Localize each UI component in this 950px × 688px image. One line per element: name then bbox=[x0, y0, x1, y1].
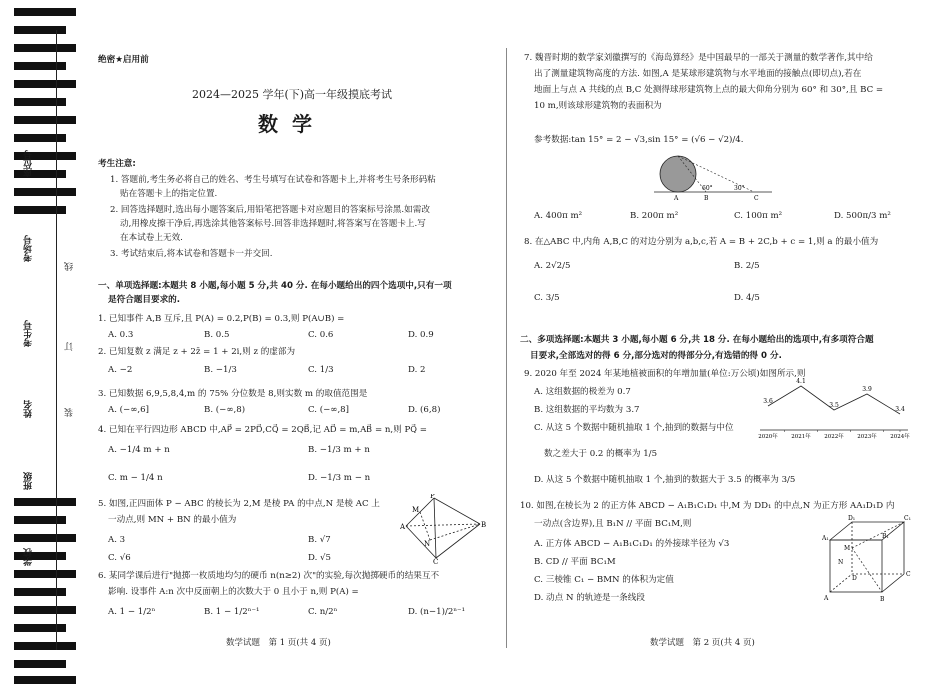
q2-option-c: C. 1/3 bbox=[308, 365, 334, 375]
q8-option-d: D. 4/5 bbox=[734, 293, 760, 303]
svg-text:M: M bbox=[844, 545, 851, 552]
q10-stem-a: 10. 如图,在棱长为 2 的正方体 ABCD − A₁B₁C₁D₁ 中,M 为 DD₁ 的中点,N 为正方形 AA₁D₁D 内 bbox=[520, 501, 895, 511]
x-tick-label: 2021年 bbox=[791, 434, 811, 440]
svg-text:B: B bbox=[481, 521, 486, 529]
footer-right: 数学试题 第 2 页(共 4 页) bbox=[650, 638, 755, 648]
binding-stripe bbox=[14, 26, 66, 34]
q3-option-a: A. (−∞,6] bbox=[108, 405, 149, 415]
binding-stripe bbox=[14, 588, 66, 596]
data-label: 3.9 bbox=[862, 386, 872, 393]
section1-title-b: 是符合题目要求的. bbox=[108, 295, 181, 305]
binding-stripe bbox=[14, 188, 76, 196]
q4-option-a: A. −1/4 m + n bbox=[108, 445, 170, 455]
series-line bbox=[768, 386, 900, 414]
svg-text:C₁: C₁ bbox=[904, 515, 911, 522]
tetrahedron-figure bbox=[400, 494, 486, 564]
binding-stripe bbox=[14, 660, 66, 668]
q10-option-a: A. 正方体 ABCD − A₁B₁C₁D₁ 的外接球半径为 √3 bbox=[534, 539, 730, 549]
school-label: 学校 bbox=[24, 548, 34, 566]
q1-option-d: D. 0.9 bbox=[408, 330, 434, 340]
binding-stripe bbox=[14, 80, 76, 88]
q7-stem-c: 地面上与点 A 共线的点 B,C 处测得球形建筑物上点的最大仰角分别为 60° 和 30°,且 BC = bbox=[534, 85, 884, 95]
secret-mark: 绝密★启用前 bbox=[98, 55, 149, 65]
q7-stem-a: 7. 魏晋时期的数学家刘徽撰写的《海岛算经》是中国最早的一部关于测量的数学著作,其中给 bbox=[524, 53, 873, 63]
subject-title: 数学 bbox=[258, 112, 326, 136]
section1-title-a: 一、单项选择题:本题共 8 小题,每小题 5 分,共 40 分. 在每小题给出的四个选项中,只有一项 bbox=[98, 281, 452, 291]
svg-text:M: M bbox=[412, 506, 420, 514]
q5-stem-b: 一动点,则 MN + BN 的最小值为 bbox=[108, 515, 237, 525]
q7-stem-d: 10 m,则该球形建筑物的表面积为 bbox=[534, 101, 662, 111]
svg-text:N: N bbox=[838, 559, 844, 566]
q6-option-b: B. 1 − 1/2ⁿ⁻¹ bbox=[204, 607, 260, 617]
line-word: 线 bbox=[65, 262, 75, 271]
svg-text:C: C bbox=[754, 195, 759, 200]
q9-line-chart bbox=[754, 374, 914, 440]
q7-reference: 参考数据:tan 15° = 2 − √3,sin 15° = (√6 − √2)/4. bbox=[534, 135, 744, 145]
svg-text:B: B bbox=[704, 195, 709, 200]
q2-option-a: A. −2 bbox=[108, 365, 133, 375]
x-tick-label: 2023年 bbox=[857, 434, 877, 440]
q3-option-c: C. (−∞,8] bbox=[308, 405, 349, 415]
svg-text:C: C bbox=[906, 571, 911, 578]
svg-text:C: C bbox=[433, 558, 439, 564]
q2-option-d: D. 2 bbox=[408, 365, 426, 375]
q10-option-d: D. 动点 N 的轨迹是一条线段 bbox=[534, 593, 645, 603]
x-tick-label: 2024年 bbox=[890, 434, 910, 440]
note-1a: 1. 答题前,考生务必将自己的姓名、考生号填写在试卷和答题卡上,并将考生号条形码粘 bbox=[110, 175, 436, 185]
svg-text:60°: 60° bbox=[702, 185, 713, 192]
notes-title: 考生注意: bbox=[98, 159, 136, 169]
q6-option-a: A. 1 − 1/2ⁿ bbox=[108, 607, 156, 617]
order-word: 订 bbox=[65, 342, 75, 351]
q2-option-b: B. −1/3 bbox=[204, 365, 237, 375]
q2-stem: 2. 已知复数 z 满足 z + 2z̄ = 1 + 2i,则 z 的虚部为 bbox=[98, 347, 296, 357]
exam-title: 2024—2025 学年(下)高一年级摸底考试 bbox=[191, 88, 393, 101]
svg-text:A: A bbox=[400, 523, 406, 531]
svg-text:B: B bbox=[880, 596, 885, 603]
q7-option-c: C. 100π m² bbox=[734, 211, 783, 221]
note-2b: 动,用橡皮擦干净后,再选涂其他答案标号.回答非选择题时,将答案写在答题卡上.写 bbox=[120, 219, 426, 229]
q4-option-b: B. −1/3 m + n bbox=[308, 445, 370, 455]
svg-text:P: P bbox=[430, 494, 435, 500]
q1-option-a: A. 0.3 bbox=[108, 330, 134, 340]
note-2a: 2. 回答选择题时,选出每小题答案后,用铅笔把答题卡对应题目的答案标号涂黑.如需改 bbox=[110, 205, 430, 215]
svg-text:A: A bbox=[824, 595, 829, 602]
binding-stripe bbox=[14, 44, 76, 52]
q10-stem-b: 一动点(含边界),且 B₁N // 平面 BC₁M,则 bbox=[534, 519, 692, 529]
binding-stripe bbox=[14, 98, 66, 106]
q7-option-d: D. 500π/3 m² bbox=[834, 211, 891, 221]
cube-figure bbox=[822, 514, 914, 604]
q1-option-c: C. 0.6 bbox=[308, 330, 334, 340]
q8-stem: 8. 在△ABC 中,内角 A,B,C 的对边分别为 a,b,c,若 A = B + 2C,b + c = 1,则 a 的最小值为 bbox=[524, 237, 879, 247]
q7-option-b: B. 200π m² bbox=[630, 211, 679, 221]
q10-option-b: B. CD // 平面 BC₁M bbox=[534, 557, 616, 567]
q5-stem-a: 5. 如图,正四面体 P − ABC 的棱长为 2,M 是棱 PA 的中点,N 是棱 AC 上 bbox=[98, 499, 380, 509]
binding-stripe bbox=[14, 498, 76, 506]
q5-option-d: D. √5 bbox=[308, 553, 331, 563]
binding-stripe bbox=[14, 534, 76, 542]
q5-option-a: A. 3 bbox=[108, 535, 126, 545]
binding-stripe bbox=[14, 134, 66, 142]
q9-option-d: D. 从这 5 个数据中随机抽取 1 个,抽到的数据大于 3.5 的概率为 3/5 bbox=[534, 475, 796, 485]
seat-label: 座位号 bbox=[24, 150, 34, 177]
q9-option-c-2: 数之差大于 0.2 的概率为 1/5 bbox=[544, 449, 658, 459]
q3-stem: 3. 已知数据 6,9,5,8,4,m 的 75% 分位数是 8,则实数 m 的取值范围是 bbox=[98, 389, 368, 399]
x-tick-label: 2020年 bbox=[758, 434, 778, 440]
section2-title-b: 目要求,全部选对的得 6 分,部分选对的得部分分,有选错的得 0 分. bbox=[530, 351, 782, 361]
q6-stem-b: 影响. 设事件 A:n 次中反面朝上的次数大于 0 且小于 n,则 P(A) = bbox=[108, 587, 359, 597]
svg-text:A₁: A₁ bbox=[822, 535, 829, 542]
page-divider bbox=[506, 48, 507, 648]
sphere-figure bbox=[654, 150, 774, 200]
svg-text:A: A bbox=[674, 195, 679, 200]
class-label: 班级 bbox=[24, 472, 34, 490]
q6-stem-a: 6. 某同学课后进行"抛掷一枚质地均匀的硬币 n(n≥2) 次"的实验,每次抛掷硬币的结果互不 bbox=[98, 571, 440, 581]
data-label: 3.6 bbox=[763, 398, 773, 405]
q4-option-d: D. −1/3 m − n bbox=[308, 473, 371, 483]
name-label: 姓名 bbox=[24, 400, 34, 418]
exam-room-label: 考场号 bbox=[24, 235, 34, 262]
data-label: 3.4 bbox=[895, 406, 905, 413]
binding-stripe bbox=[14, 624, 66, 632]
q9-option-a: A. 这组数据的极差为 0.7 bbox=[534, 387, 631, 397]
binding-stripe bbox=[14, 676, 76, 684]
q4-stem: 4. 已知在平行四边形 ABCD 中,AP⃗ = 2PD⃗,CQ⃗ = 2QB⃗,记 AD⃗ = m,AB⃗ = n,则 PQ⃗ = bbox=[98, 425, 427, 435]
svg-text:D: D bbox=[852, 575, 857, 582]
q6-option-c: C. n/2ⁿ bbox=[308, 607, 338, 617]
svg-text:D₁: D₁ bbox=[848, 515, 856, 522]
q4-option-c: C. m − 1/4 n bbox=[108, 473, 163, 483]
q10-option-c: C. 三棱锥 C₁ − BMN 的体积为定值 bbox=[534, 575, 674, 585]
q3-option-b: B. (−∞,8) bbox=[204, 405, 246, 415]
binding-stripe bbox=[14, 8, 76, 16]
binding-stripe bbox=[14, 116, 76, 124]
q9-option-b: B. 这组数据的平均数为 3.7 bbox=[534, 405, 640, 415]
binding-stripe bbox=[14, 516, 66, 524]
section2-title-a: 二、多项选择题:本题共 3 小题,每小题 6 分,共 18 分. 在每小题给出的选项中,有多项符合题 bbox=[520, 335, 874, 345]
binding-stripe bbox=[14, 570, 76, 578]
svg-text:N: N bbox=[424, 540, 431, 548]
q9-stem: 9. 2020 年至 2024 年某地植被面积的年增加量(单位:万公顷)如图所示,则 bbox=[524, 369, 806, 379]
note-2c: 在本试卷上无效. bbox=[120, 233, 183, 243]
q3-option-d: D. (6,8) bbox=[408, 405, 441, 415]
x-tick-label: 2022年 bbox=[824, 434, 844, 440]
q5-option-b: B. √7 bbox=[308, 535, 331, 545]
exam-no-label: 考生号 bbox=[24, 320, 34, 347]
q7-option-a: A. 400π m² bbox=[534, 211, 583, 221]
q1-option-b: B. 0.5 bbox=[204, 330, 230, 340]
note-1b: 贴在答题卡上的指定位置. bbox=[120, 189, 218, 199]
q6-option-d: D. (n−1)/2ⁿ⁻¹ bbox=[408, 607, 466, 617]
footer-left: 数学试题 第 1 页(共 4 页) bbox=[226, 638, 331, 648]
q9-option-c-1: C. 从这 5 个数据中随机抽取 1 个,抽到的数据与中位 bbox=[534, 423, 734, 433]
bind-word: 装 bbox=[65, 408, 75, 417]
svg-text:30°: 30° bbox=[734, 185, 745, 192]
binding-line bbox=[56, 30, 57, 650]
q8-option-a: A. 2√2/5 bbox=[534, 261, 571, 271]
q8-option-b: B. 2/5 bbox=[734, 261, 760, 271]
binding-stripe bbox=[14, 62, 66, 70]
svg-text:B₁: B₁ bbox=[882, 533, 889, 540]
binding-stripe bbox=[14, 642, 76, 650]
data-label: 4.1 bbox=[796, 378, 806, 385]
data-label: 3.5 bbox=[829, 402, 839, 409]
q1-stem: 1. 已知事件 A,B 互斥,且 P(A) = 0.2,P(B) = 0.3,则 P(A∪B) = bbox=[98, 314, 345, 324]
q8-option-c: C. 3/5 bbox=[534, 293, 560, 303]
binding-stripe bbox=[14, 606, 76, 614]
binding-stripe bbox=[14, 206, 66, 214]
note-3: 3. 考试结束后,将本试卷和答题卡一并交回. bbox=[110, 249, 273, 259]
q7-stem-b: 出了测量建筑物高度的方法. 如图,A 是某球形建筑物与水平地面的接触点(即切点),若在 bbox=[534, 69, 862, 79]
q5-option-c: C. √6 bbox=[108, 553, 131, 563]
